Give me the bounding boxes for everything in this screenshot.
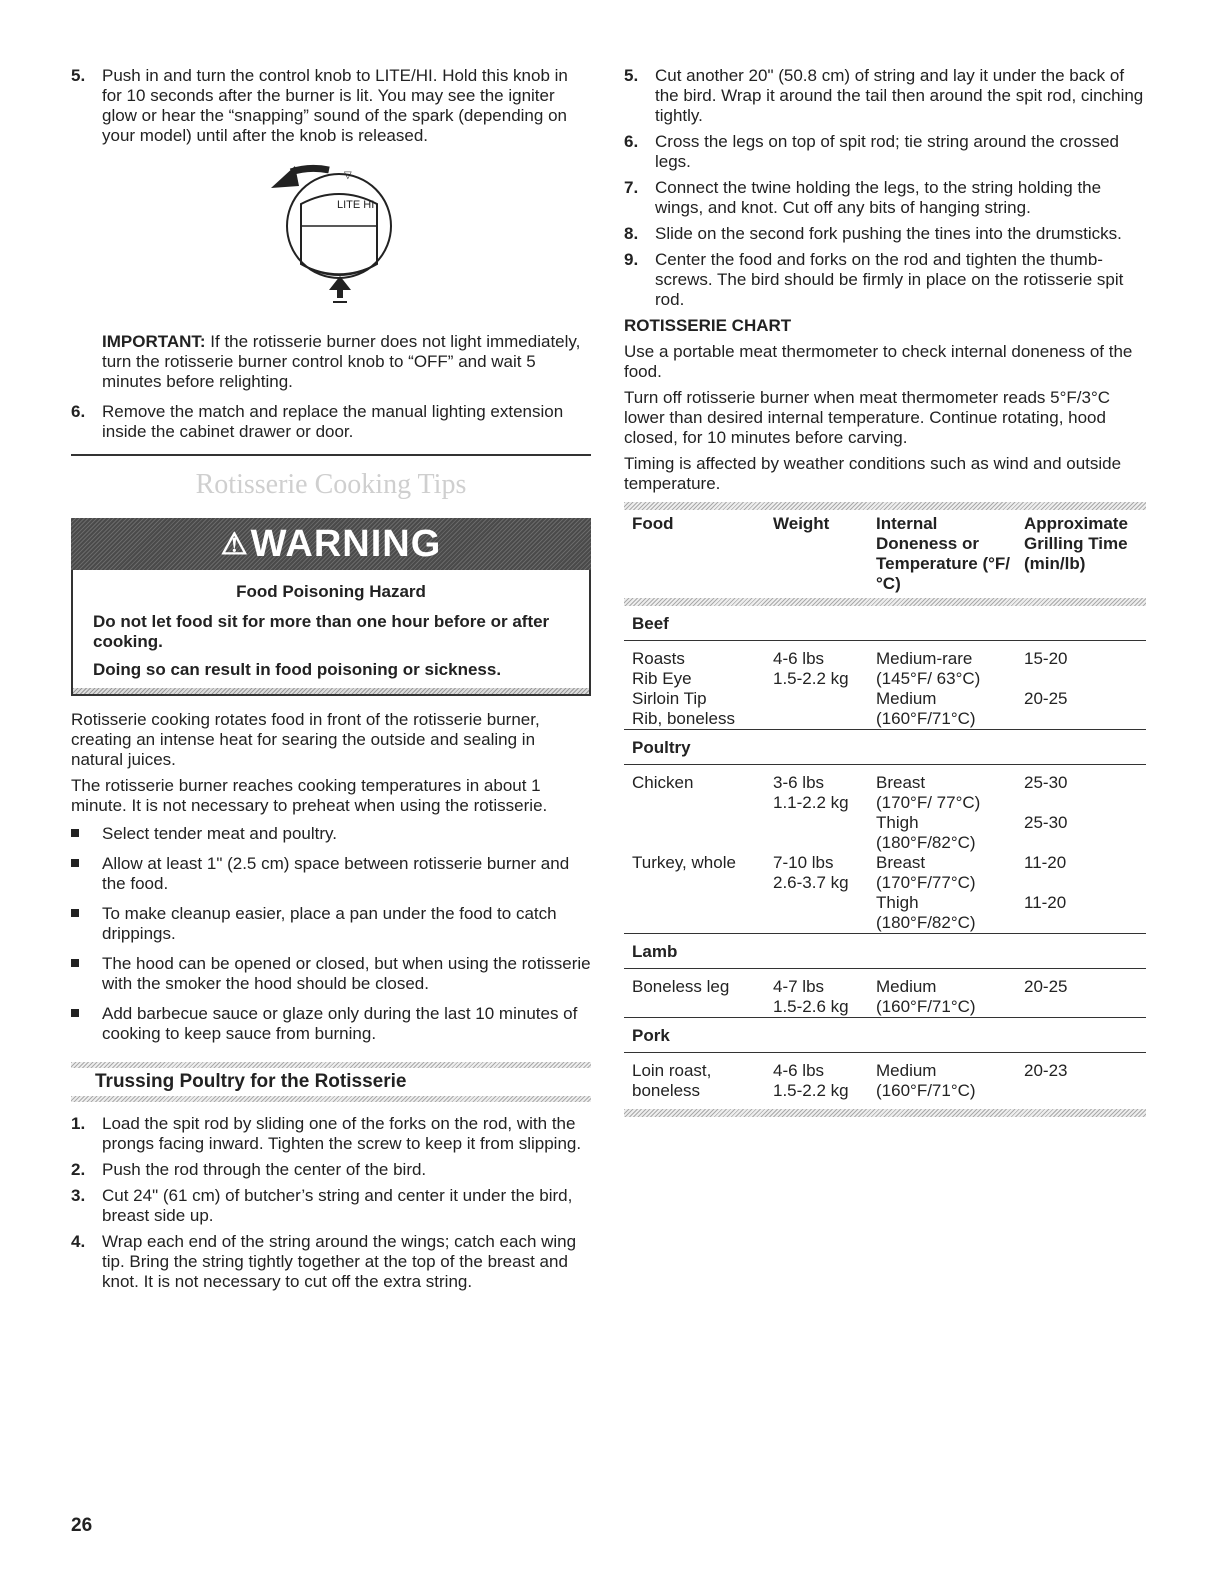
trussing-step — [71, 1186, 591, 1226]
step-text: Remove the match and replace the manual lighting extension inside the cabinet drawer or door. — [102, 402, 564, 441]
step-number: 4. — [71, 1232, 86, 1251]
step-number: 6. — [71, 402, 86, 421]
cell-temp: Medium (160°F/71°C) — [876, 977, 976, 1016]
cell-temp: Medium (160°F/71°C) — [876, 1061, 976, 1100]
left-column — [71, 66, 591, 1298]
header-food: Food — [632, 514, 674, 533]
warning-word: WARNING — [250, 523, 442, 565]
trussing-title: Trussing Poultry for the Rotisserie — [95, 1071, 407, 1092]
step-text: Center the food and forks on the rod and tighten the thumb-screws. The bird should be firmly in place on the rotisserie spit rod. — [655, 250, 1124, 309]
cell-weight: 3-6 lbs 1.1-2.2 kg — [773, 773, 849, 812]
cell-time: 20-25 — [1024, 977, 1068, 996]
table-row — [624, 773, 1146, 853]
trussing-step — [624, 178, 1150, 218]
chart-paragraph: Turn off rotisserie burner when meat thermometer reads 5°F/3°C lower than desired internal temperature. Continue rotating, hood closed, for 10 minutes before carving. — [624, 388, 1111, 447]
chart-paragraph: Use a portable meat thermometer to check internal doneness of the food. — [624, 342, 1133, 381]
step-text: Slide on the second fork pushing the tines into the drumsticks. — [655, 224, 1122, 243]
step-number: 1. — [71, 1114, 86, 1133]
step-number: 8. — [624, 224, 639, 243]
list-item — [71, 824, 591, 844]
control-knob-illustration — [261, 164, 411, 314]
cell-food: Chicken — [632, 773, 694, 792]
page-number: 26 — [71, 1515, 93, 1536]
warning-box — [71, 518, 591, 696]
rotisserie-chart-title: ROTISSERIE CHART — [624, 316, 792, 335]
list-item — [71, 1004, 591, 1044]
right-column — [624, 66, 1150, 1117]
header-internal: Internal Doneness or Temperature (°F/°C) — [876, 514, 1011, 593]
cell-food: Boneless leg — [632, 977, 730, 996]
important-note — [71, 332, 591, 392]
list-item-text: Allow at least 1" (2.5 cm) space between rotisserie burner and the food. — [102, 854, 570, 893]
hatch-rule — [71, 1096, 591, 1102]
list-item-text: To make cleanup easier, place a pan under the food to catch drippings. — [102, 904, 557, 943]
cell-weight: 4-6 lbs 1.5-2.2 kg — [773, 1061, 849, 1100]
warning-bottom-hatch — [73, 688, 589, 694]
cell-food: Loin roast, boneless — [632, 1061, 712, 1100]
step-text: Connect the twine holding the legs, to the string holding the wings, and knot. Cut off any bits of hanging string. — [655, 178, 1102, 217]
step-text: Push in and turn the control knob to LITE/HI. Hold this knob in for 10 seconds after the burner is lit. You may see the igniter glow or hear the “snapping” sound of the spark (depending on your model) until after the knob is released. — [102, 66, 568, 145]
header-time: Approximate Grilling Time (min/lb) — [1024, 514, 1128, 573]
cell-time: 11-20 11-20 — [1024, 853, 1067, 912]
hatch-rule — [624, 598, 1146, 606]
important-text: If the rotisserie burner does not light immediately, turn the rotisserie burner control knob to “OFF” and wait 5 minutes before relighting. — [102, 332, 581, 391]
warning-triangle-icon: ⚠ — [220, 528, 249, 561]
table-row — [624, 649, 1146, 730]
category-label: Pork — [624, 1018, 1146, 1053]
paragraph-intro: Rotisserie cooking rotates food in front of the rotisserie burner, creating an intense heat for searing the outside and sealing in natural juices. — [71, 710, 540, 769]
paragraph-preheat: The rotisserie burner reaches cooking temperatures in about 1 minute. It is not necessary to preheat when using the rotisserie. — [71, 776, 548, 815]
step-text: Load the spit rod by sliding one of the forks on the rod, with the prongs facing inward. Tighten the screw to keep it from slipping. — [102, 1114, 582, 1153]
trussing-step — [624, 66, 1150, 126]
warning-header — [71, 518, 591, 570]
table-row — [624, 977, 1146, 1018]
step-number: 6. — [624, 132, 639, 151]
category-label: Lamb — [624, 934, 1146, 969]
knob-label: LITE HI — [337, 199, 375, 211]
cell-time: 15-20 20-25 — [1024, 649, 1068, 708]
rotisserie-chart-table — [624, 502, 1146, 1117]
list-item — [71, 954, 591, 994]
category-label: Beef — [624, 606, 1146, 641]
category-row — [624, 730, 1146, 765]
svg-text:▽: ▽ — [344, 170, 352, 181]
warning-subtitle: Food Poisoning Hazard — [236, 582, 426, 601]
warning-line-1: Do not let food sit for more than one hour before or after cooking. — [93, 612, 550, 651]
section-title: Rotisserie Cooking Tips — [195, 469, 467, 500]
bullet-icon — [71, 1009, 79, 1017]
trussing-step — [624, 132, 1150, 172]
trussing-heading — [71, 1062, 591, 1102]
list-item — [71, 854, 591, 894]
chart-paragraph: Timing is affected by weather conditions such as wind and outside temperature. — [624, 454, 1122, 493]
trussing-step — [624, 224, 1150, 244]
cell-time: 25-30 25-30 — [1024, 773, 1068, 832]
step-number: 7. — [624, 178, 639, 197]
trussing-step — [71, 1114, 591, 1154]
step-6-left — [71, 402, 591, 442]
list-item-text: Select tender meat and poultry. — [102, 824, 337, 843]
step-text: Push the rod through the center of the bird. — [102, 1160, 427, 1179]
hatch-rule — [624, 1109, 1146, 1117]
category-row — [624, 934, 1146, 969]
cell-time: 20-23 — [1024, 1061, 1068, 1080]
bullet-icon — [71, 959, 79, 967]
step-text: Cross the legs on top of spit rod; tie string around the crossed legs. — [655, 132, 1119, 171]
table-header-row — [624, 510, 1146, 598]
step-number: 2. — [71, 1160, 86, 1179]
step-number: 5. — [71, 66, 86, 85]
cell-temp: Medium-rare (145°F/ 63°C) Medium (160°F/71°C) — [876, 649, 981, 728]
trussing-step — [71, 1160, 591, 1180]
bullet-icon — [71, 909, 79, 917]
list-item — [71, 904, 591, 944]
header-weight: Weight — [773, 514, 830, 533]
list-item-text: The hood can be opened or closed, but when using the rotisserie with the smoker the hood should be closed. — [102, 954, 591, 993]
table-row — [624, 853, 1146, 934]
important-label: IMPORTANT: — [102, 332, 206, 351]
trussing-step — [624, 250, 1150, 310]
cell-food: Roasts Rib Eye Sirloin Tip Rib, boneless — [632, 649, 736, 728]
category-row — [624, 1018, 1146, 1053]
cell-food: Turkey, whole — [632, 853, 736, 872]
step-text: Wrap each end of the string around the wings; catch each wing tip. Bring the string tightly together at the top of the breast and knot. It is not necessary to cut off the extra string. — [102, 1232, 577, 1291]
cell-weight: 7-10 lbs 2.6-3.7 kg — [773, 853, 849, 892]
hatch-rule — [624, 502, 1146, 510]
trussing-step — [71, 1232, 591, 1292]
knob-icon — [261, 164, 411, 314]
cell-temp: Breast (170°F/77°C) Thigh (180°F/82°C) — [876, 853, 976, 932]
category-label: Poultry — [624, 730, 1146, 765]
tips-list — [71, 824, 591, 1044]
bullet-icon — [71, 859, 79, 867]
list-item-text: Add barbecue sauce or glaze only during the last 10 minutes of cooking to keep sauce from burning. — [102, 1004, 578, 1043]
step-number: 5. — [624, 66, 639, 85]
cell-weight: 4-7 lbs 1.5-2.6 kg — [773, 977, 849, 1016]
step-5-left — [71, 66, 591, 146]
step-text: Cut another 20" (50.8 cm) of string and lay it under the back of the bird. Wrap it around the tail then around the spit rod, cinching tightly. — [655, 66, 1144, 125]
step-number: 3. — [71, 1186, 86, 1205]
table-row — [624, 1061, 1146, 1101]
category-row — [624, 606, 1146, 641]
warning-line-2: Doing so can result in food poisoning or sickness. — [93, 660, 502, 679]
section-divider — [71, 454, 591, 456]
step-text: Cut 24" (61 cm) of butcher’s string and center it under the bird, breast side up. — [102, 1186, 573, 1225]
bullet-icon — [71, 829, 79, 837]
step-number: 9. — [624, 250, 639, 269]
cell-weight: 4-6 lbs 1.5-2.2 kg — [773, 649, 849, 688]
cell-temp: Breast (170°F/ 77°C) Thigh (180°F/82°C) — [876, 773, 981, 852]
